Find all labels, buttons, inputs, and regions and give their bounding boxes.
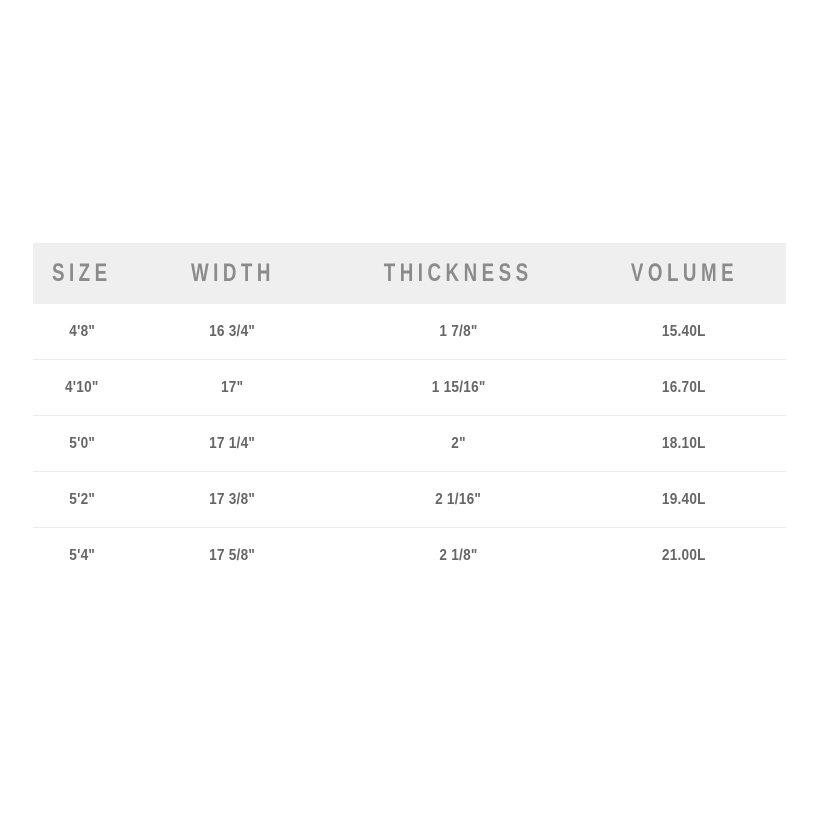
table-header-row (33, 243, 786, 304)
size-cell: 5'0" (69, 434, 95, 452)
thickness-cell: 2 1/16" (435, 490, 482, 508)
table-row (33, 528, 786, 583)
table-row (33, 360, 786, 416)
volume-cell: 19.40L (662, 490, 707, 508)
table-row (33, 472, 786, 528)
thickness-cell: 2" (451, 434, 466, 452)
volume-cell: 21.00L (662, 546, 707, 564)
header-cell-size (33, 259, 131, 288)
table-row (33, 304, 786, 360)
size-cell: 5'4" (69, 546, 95, 564)
header-cell-volume (583, 259, 786, 288)
table-row (33, 416, 786, 472)
width-cell: 17 3/8" (209, 490, 256, 508)
header-label-volume: VOLUME (630, 259, 738, 287)
volume-cell: 15.40L (662, 322, 707, 340)
volume-cell: 16.70L (662, 378, 707, 396)
thickness-cell: 1 15/16" (431, 378, 486, 396)
size-chart-table (33, 243, 786, 583)
width-cell: 17" (221, 378, 244, 396)
volume-cell: 18.10L (662, 434, 707, 452)
size-cell: 4'8" (69, 322, 95, 340)
header-label-width: WIDTH (190, 259, 275, 287)
header-cell-thickness (334, 259, 582, 288)
thickness-cell: 1 7/8" (439, 322, 478, 340)
width-cell: 17 1/4" (209, 434, 256, 452)
thickness-cell: 2 1/8" (439, 546, 478, 564)
size-cell: 4'10" (65, 378, 99, 396)
header-cell-width (131, 259, 334, 288)
width-cell: 16 3/4" (209, 322, 256, 340)
width-cell: 17 5/8" (209, 546, 256, 564)
header-label-size: SIZE (52, 259, 112, 287)
header-label-thickness: THICKNESS (383, 259, 533, 287)
size-cell: 5'2" (69, 490, 95, 508)
